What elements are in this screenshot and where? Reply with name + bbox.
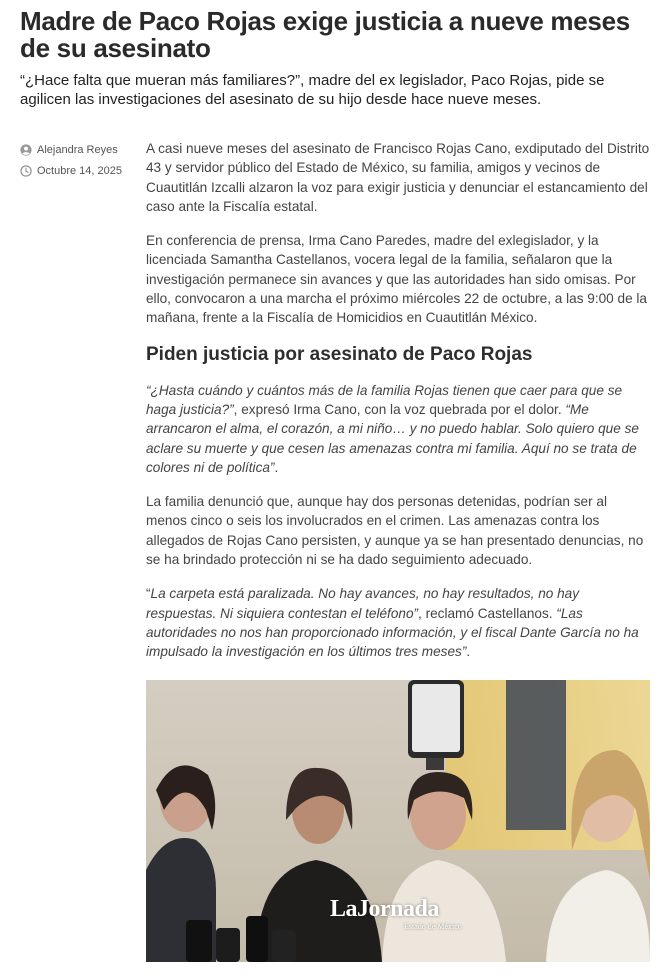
publish-date: Octubre 14, 2025 — [37, 164, 123, 177]
section-heading: Piden justicia por asesinato de Paco Rojas — [146, 343, 533, 365]
article-photo[interactable] — [146, 680, 650, 962]
paragraph-4: La familia denunció que, aunque hay dos personas detenidas, podrían ser al menos cinco o seis los involucrados en el crimen. Las amenazas contra los allegados de Rojas Cano persisten, y aunque ya se han presentado denuncias, no se ha brindado protección ni se ha dado seguimiento adecuado. — [146, 494, 644, 568]
quote-4: “Las autoridades no nos han proporcionado información, y el fiscal Dante García no ha impulsado la investigación en los últimos tres meses” — [146, 605, 639, 660]
paragraph-2: En conferencia de prensa, Irma Cano Paredes, madre del exlegislador, y la licenciada Samantha Castellanos, vocera legal de la familia, señalaron que la investigación permanece sin avances y que las autoridades han sido omisas. Por ello, convocaron a una marcha el próximo miércoles 22 de octubre, a las 9:00 de la mañana, frente a la Fiscalía de Homicidios en Cuautitlán México. — [146, 233, 647, 326]
date-row — [20, 160, 140, 181]
paragraph-5-end: . — [466, 644, 471, 660]
article-title: Madre de Paco Rojas exige justicia a nueve meses de su asesinato — [20, 6, 630, 63]
quote-2: “Me arrancaron el alma, el corazón, a mi niño… y no puedo hablar. Solo quiero que se aclare su muerte y que cesen las amenazas contra mi familia. Aquí no se trata de colores ni de política” — [146, 401, 639, 475]
article-meta — [20, 139, 140, 181]
author-row[interactable] — [20, 139, 140, 160]
article-body — [146, 139, 650, 962]
paragraph-3 — [146, 381, 650, 477]
quote-1: “¿Hasta cuándo y cuántos más de la familia Rojas tienen que caer para que se haga justicia?” — [146, 382, 623, 417]
paragraph-5 — [146, 584, 650, 661]
quote-open-mark: “ — [146, 586, 151, 602]
paragraph-1: A casi nueve meses del asesinato de Francisco Rojas Cano, exdiputado del Distrito 43 y servidor público del Estado de México, su familia, amigos y vecinos de Cuautitlán Izcalli alzaron la voz para exigir justicia y denunciar el estancamiento del caso ante la Fiscalía estatal. — [146, 141, 650, 214]
watermark-logo: LaJornada — [330, 895, 439, 922]
author-name: Alejandra Reyes — [37, 143, 118, 156]
watermark-subtitle: Estado de México — [404, 921, 462, 931]
user-circle-icon — [20, 144, 32, 156]
clock-icon — [20, 165, 32, 177]
attribution-2: , reclamó Castellanos. — [418, 605, 557, 621]
article-subtitle: “¿Hace falta que mueran más familiares?”, madre del ex legislador, Paco Rojas, pide se agilicen las investigaciones del asesinato de su hijo desde hace nueve meses. — [20, 72, 605, 108]
paragraph-3-end: . — [274, 459, 279, 475]
attribution-1: , expresó Irma Cano, con la voz quebrada por el dolor. — [233, 401, 566, 417]
quote-3: La carpeta está paralizada. No hay avances, no hay resultados, no hay respuestas. Ni siquiera contestan el teléfono” — [146, 586, 580, 621]
